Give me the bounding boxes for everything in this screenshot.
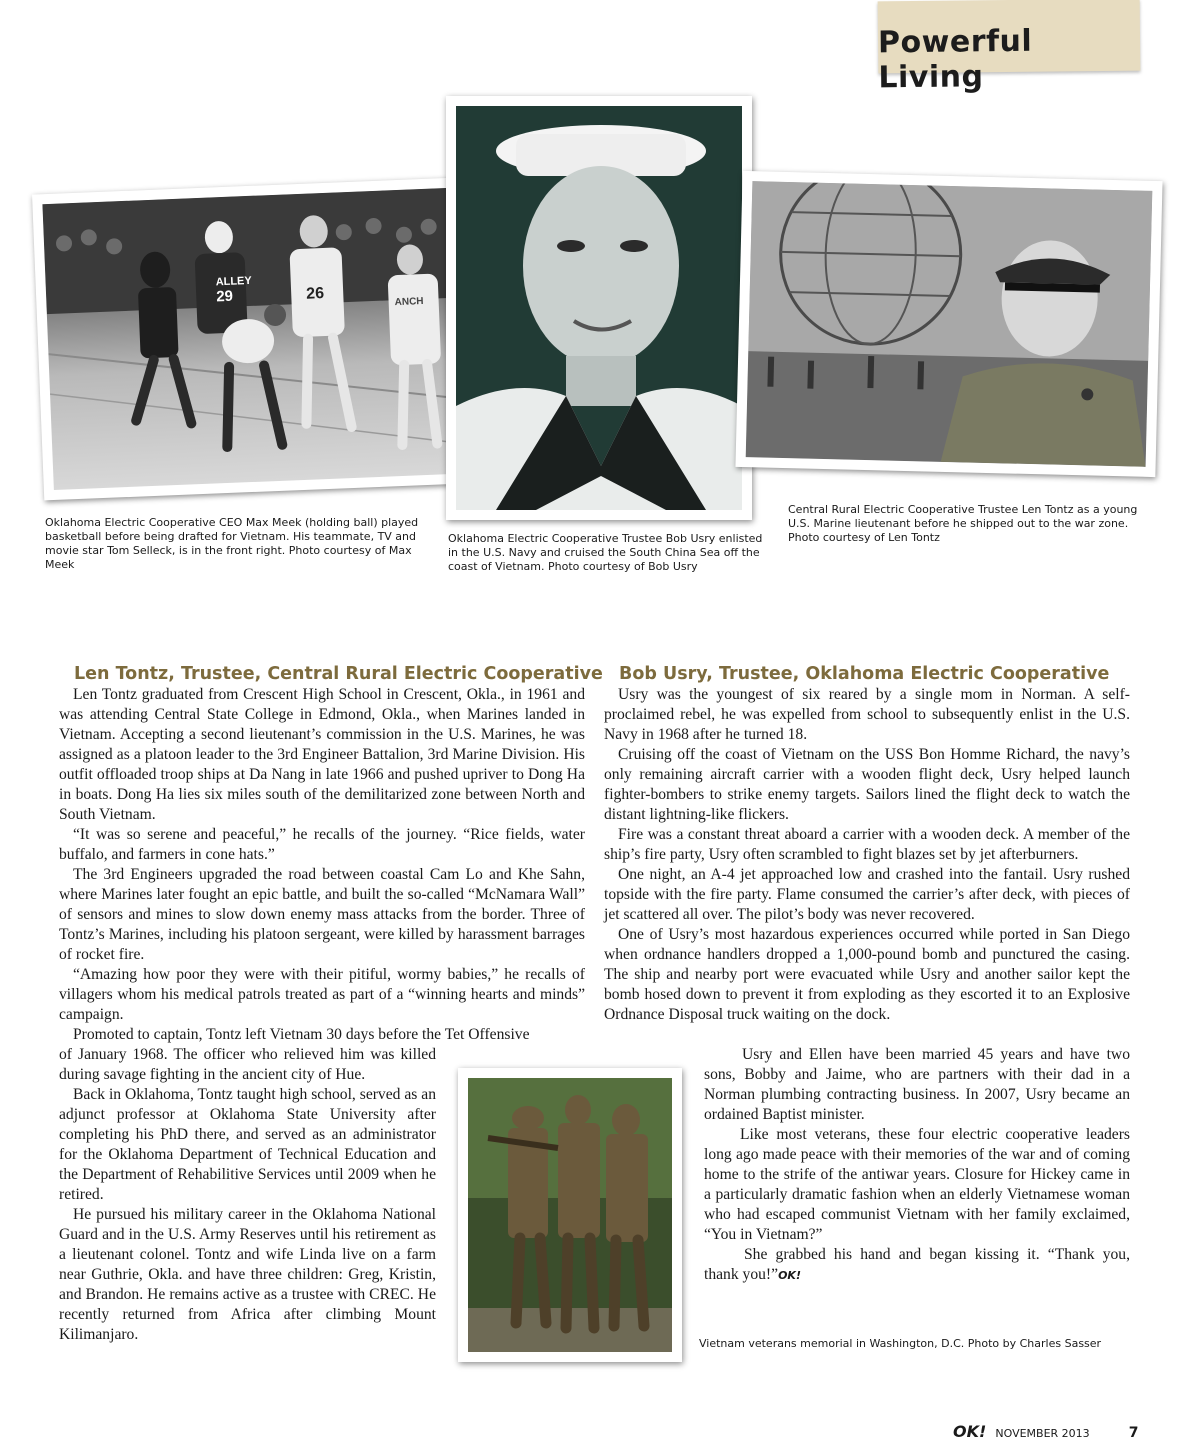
right-paragraph: Like most veterans, these four electric cooperative leaders long ago made peace with their memories of the war and of coming home to the strife of the antiwar years. Closure for Hickey came in a particularly dramatic fashion when an elderly Vietnamese woman who had escaped communist Vietnam with her family exclaimed, “You in Vietnam?” bbox=[704, 1126, 1130, 1243]
photo-marine bbox=[735, 171, 1162, 477]
closing-text: She grabbed his hand and began kissing it. “Thank you, thank you!” bbox=[704, 1246, 1130, 1283]
memorial-statue bbox=[468, 1078, 672, 1352]
left-paragraph: Len Tontz graduated from Crescent High School in Crescent, Okla., in 1961 and was attending Central State College in Edmond, Okla., when Marines landed in Vietnam. Accepting a second lieutenant’s commission in the U.S. Marines, he was assigned as a platoon leader to the 3rd Engineer Battalion, 3rd Marine Division. His outfit offloaded troop ships at Da Nang in late 1966 and pushed upriver to Dong Ha in boats. Dong Ha lies six miles south of the demilitarized zone between North and South Vietnam. bbox=[59, 686, 585, 823]
right-paragraph: One night, an A-4 jet approached low and crashed into the fantail. Usry rushed topside with the fire party. Flame consumed the carrier’s after deck, with pieces of jet scattered all over. The pilot’s body was never recovered. bbox=[604, 866, 1130, 923]
caption-sailor: Oklahoma Electric Cooperative Trustee Bob Usry enlisted in the U.S. Navy and cruised the South China Sea off the coast of Vietnam. Photo courtesy of Bob Usry bbox=[448, 532, 763, 573]
right-article-body bbox=[604, 685, 1130, 1025]
right-paragraph bbox=[704, 1245, 1130, 1286]
left-heading: Len Tontz, Trustee, Central Rural Electric Cooperative bbox=[74, 664, 603, 684]
right-paragraph: One of Usry’s most hazardous experiences occurred while ported in San Diego when ordnance handlers dropped a 1,000-pound bomb and punctured the casing. The ship and nearby port were evacuated while Usry and another sailor kept the bomb hosed down to prevent it from exploding as they escorted it to an Explosive Ordnance Disposal truck waiting on the dock. bbox=[604, 926, 1130, 1023]
right-paragraph: Cruising off the coast of Vietnam on the USS Bon Homme Richard, the navy’s only remaining aircraft carrier with a wooden flight deck, Usry helped launch fighter-bombers to strike enemy targets. Sailors lined the flight deck to watch the distant lightning-like flickers. bbox=[604, 746, 1130, 823]
photo-basketball bbox=[32, 178, 468, 501]
left-paragraph: “Amazing how poor they were with their pitiful, wormy babies,” he recalls of villagers whom his medical patrols treated as part of a “winning hearts and minds” campaign. bbox=[59, 966, 585, 1023]
right-article-body-narrow bbox=[704, 1045, 1130, 1286]
basketball-scene bbox=[42, 188, 457, 490]
right-paragraph: Usry was the youngest of six reared by a single mom in Norman. A self-proclaimed rebel, he was expelled from school to subsequently enlist in the U.S. Navy in 1968 after he turned 18. bbox=[604, 686, 1130, 743]
caption-memorial: Vietnam veterans memorial in Washington, D.C. Photo by Charles Sasser bbox=[699, 1337, 1102, 1350]
footer bbox=[953, 1422, 1139, 1441]
jersey-text-2: ANCH bbox=[394, 296, 424, 309]
jersey-number-26: 26 bbox=[305, 284, 325, 303]
sailor-portrait bbox=[456, 106, 742, 510]
marine-scene bbox=[746, 181, 1153, 467]
right-heading: Bob Usry, Trustee, Oklahoma Electric Cooperative bbox=[619, 664, 1110, 684]
left-article-body bbox=[59, 685, 585, 1045]
end-mark-logo: OK! bbox=[778, 1269, 801, 1282]
left-paragraph: “It was so serene and peaceful,” he recalls of the journey. “Rice fields, water buffalo, and farmers in cone hats.” bbox=[59, 826, 585, 863]
left-paragraph: Back in Oklahoma, Tontz taught high school, served as an adjunct professor at Oklahoma State University after completing his PhD there, and served as an administrator for the Oklahoma Department of Technical Education and the Department of Rehabilitive Services until 2009 when he retired. bbox=[59, 1086, 436, 1203]
caption-marine: Central Rural Electric Cooperative Trustee Len Tontz as a young U.S. Marine lieutenant before he shipped out to the war zone. Photo courtesy of Len Tontz bbox=[788, 503, 1138, 544]
right-paragraph: Usry and Ellen have been married 45 years and have two sons, Bobby and Jaime, who are partners with their dad in a Norman plumbing contracting business. In 2007, Usry became an ordained Baptist minister. bbox=[704, 1046, 1130, 1123]
right-paragraph: Fire was a constant threat aboard a carrier with a wooden deck. A member of the ship’s fire party, Usry often scrambled to fight blazes set by jet afterburners. bbox=[604, 826, 1130, 863]
section-tab bbox=[877, 0, 1141, 96]
left-paragraph: He pursued his military career in the Oklahoma National Guard and in the U.S. Army Reserves until his retirement as a lieutenant colonel. Tontz and wife Linda live on a farm near Guthrie, Okla. and have three children: Greg, Kristin, and Brandon. He remains active as a trustee with CREC. He recently returned from Africa after climbing Mount Kilimanjaro. bbox=[59, 1206, 436, 1343]
footer-issue: NOVEMBER 2013 bbox=[995, 1427, 1090, 1440]
page-number: 7 bbox=[1128, 1425, 1139, 1441]
jersey-number-29: 29 bbox=[215, 287, 234, 306]
footer-logo: OK! bbox=[953, 1422, 987, 1441]
caption-basketball: Oklahoma Electric Cooperative CEO Max Meek (holding ball) played basketball before being drafted for Vietnam. His teammate, TV and movie star Tom Selleck, is in the front right. Photo courtesy of Max Meek bbox=[45, 516, 419, 571]
photo-memorial bbox=[458, 1068, 682, 1362]
left-paragraph: The 3rd Engineers upgraded the road between coastal Cam Lo and Khe Sahn, where Marines later fought an epic battle, and built the so-called “McNamara Wall” of sensors and mines to slow down enemy mass attacks from the border. Three of Tontz’s Marines, including his platoon sergeant, were killed by harassment barrages of rocket fire. bbox=[59, 866, 585, 963]
section-title: Powerful Living bbox=[877, 23, 1033, 96]
left-paragraph: of January 1968. The officer who relieved him was killed during savage fighting in the ancient city of Hue. bbox=[59, 1046, 436, 1083]
left-article-body-narrow bbox=[59, 1045, 436, 1345]
photo-sailor bbox=[446, 96, 752, 520]
jersey-text-1: ALLEY bbox=[215, 274, 252, 289]
left-paragraph: Promoted to captain, Tontz left Vietnam 30 days before the Tet Offensive bbox=[73, 1026, 530, 1043]
